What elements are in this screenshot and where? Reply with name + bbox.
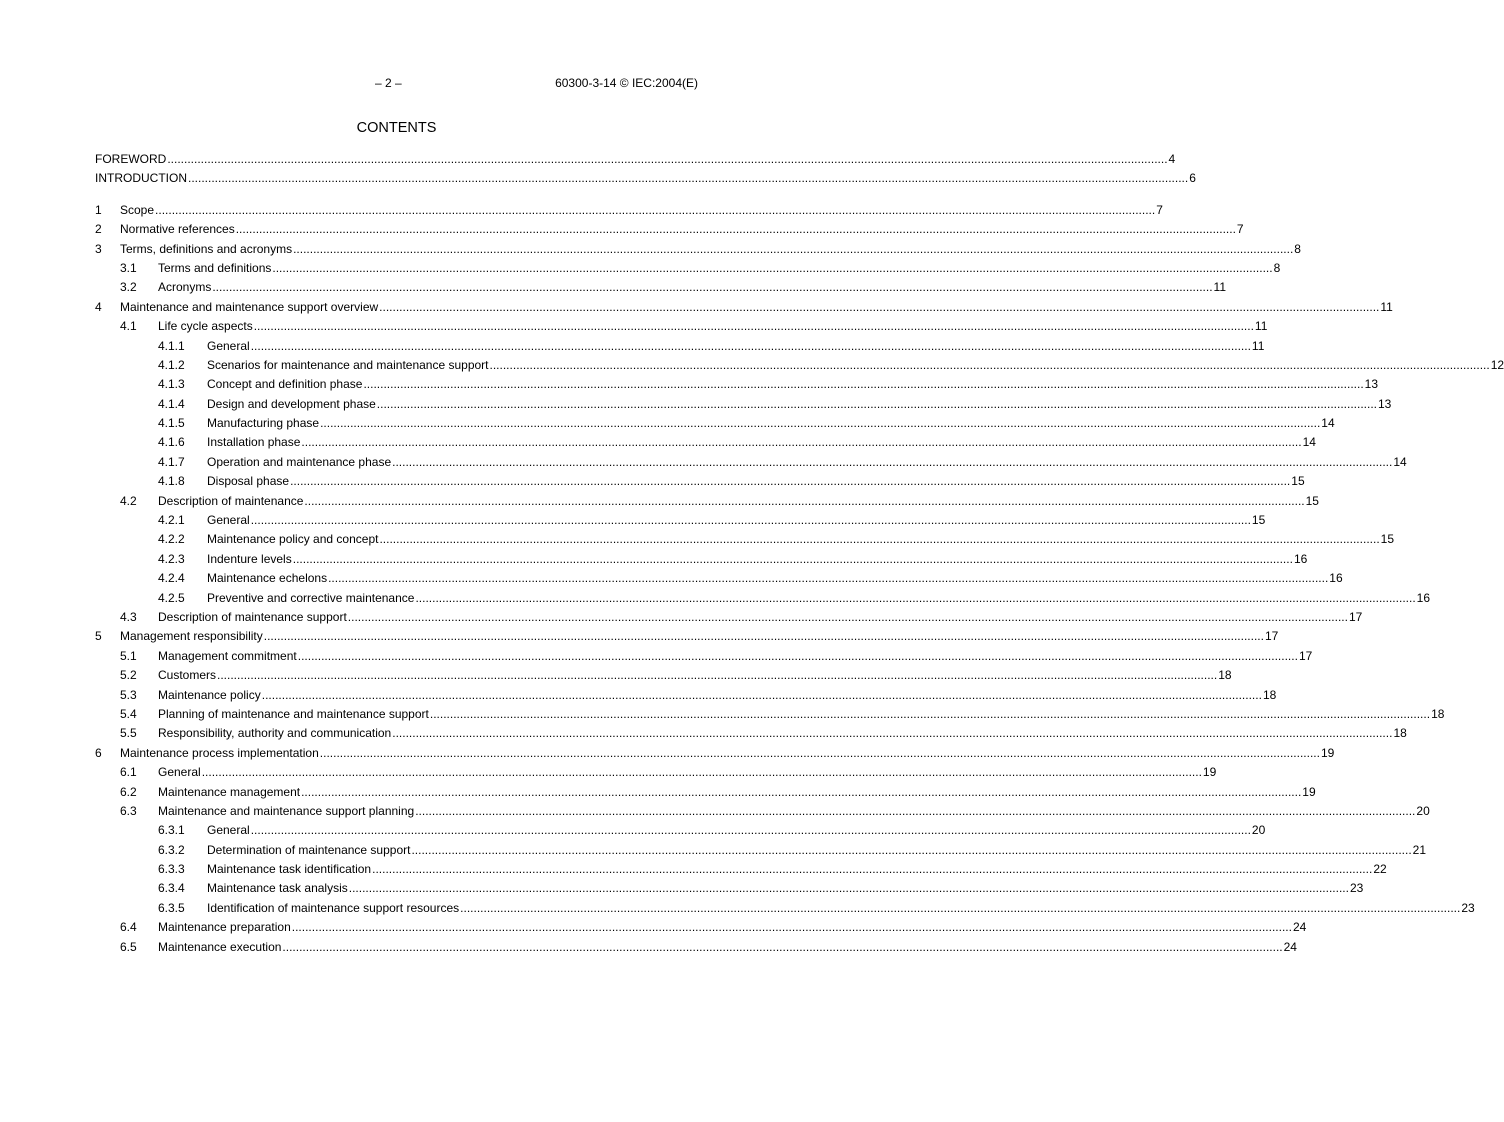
toc-entry-page: 18 (1431, 706, 1445, 721)
toc-entry-number: 5.2 (120, 668, 137, 683)
toc-entry-title: FOREWORD (95, 152, 167, 166)
toc-entry-number: 6 (95, 745, 102, 760)
toc-entry-number: 5.1 (120, 648, 137, 663)
toc-entry-page: 17 (1298, 648, 1313, 663)
toc-entry-title: Design and development phase (207, 396, 376, 411)
toc-leader-dots: ............................................................................................................................................................................................................................................................................................................ (292, 551, 1293, 566)
toc-entry-number: 6.3.1 (158, 823, 185, 838)
toc-entry-page: 7 (1156, 202, 1163, 217)
toc-entry[interactable] (95, 627, 1279, 646)
toc-leader-dots: ............................................................................................................................................................................................................................................................................................................ (320, 416, 1321, 431)
toc-leader-dots: ............................................................................................................................................................................................................................................................................................................ (328, 571, 1329, 586)
contents-title: CONTENTS (356, 120, 437, 136)
toc-entry-number: 5 (95, 629, 102, 644)
toc-entry[interactable] (95, 278, 1227, 297)
toc-leader-dots: ............................................................................................................................................................................................................................................................................................................ (429, 706, 1431, 721)
toc-entry-title: Maintenance echelons (207, 571, 328, 586)
toc-entry-title: Maintenance task analysis (207, 881, 348, 896)
toc-entry[interactable] (95, 938, 1297, 957)
toc-entry-number: 3.1 (120, 260, 137, 275)
toc-entry[interactable] (95, 220, 1244, 239)
toc-entry[interactable] (95, 666, 1232, 685)
toc-entry-title: Concept and definition phase (207, 377, 363, 392)
toc-entry-page: 23 (1349, 881, 1364, 896)
toc-entry-number: 6.3.5 (158, 900, 185, 915)
toc-entry-number: 5.4 (120, 706, 137, 721)
toc-entry-page: 11 (1213, 280, 1227, 295)
toc-entry[interactable] (95, 647, 1313, 666)
toc-entry-title: Maintenance policy and concept (207, 532, 379, 547)
toc-entry-page: 17 (1348, 609, 1363, 624)
toc-leader-dots: ............................................................................................................................................................................................................................................................................................................ (293, 241, 1294, 256)
toc-entry-number: 6.1 (120, 765, 137, 780)
toc-entry-title: Maintenance execution (158, 939, 282, 954)
toc-entry-page: 8 (1294, 241, 1301, 256)
toc-entry[interactable] (95, 356, 1504, 375)
toc-entry-number: 4.1.7 (158, 454, 185, 469)
toc-entry-title: Maintenance task identification (207, 862, 372, 877)
toc-entry-page: 16 (1329, 571, 1343, 586)
toc-leader-dots: ............................................................................................................................................................................................................................................................................................................ (363, 377, 1364, 392)
toc-leader-dots: ............................................................................................................................................................................................................................................................................................................ (217, 668, 1218, 683)
toc-entry-number: 6.3 (120, 803, 137, 818)
toc-leader-dots: ............................................................................................................................................................................................................................................................................................................ (392, 726, 1393, 741)
toc-entry[interactable] (95, 375, 1379, 394)
toc-entry-page: 15 (1291, 474, 1305, 489)
toc-entry[interactable] (95, 783, 1316, 802)
toc-entry[interactable] (95, 763, 1217, 782)
toc-leader-dots: ............................................................................................................................................................................................................................................................................................................ (290, 474, 1291, 489)
toc-entry-number: 6.3.2 (158, 842, 185, 857)
toc-leader-dots: ............................................................................................................................................................................................................................................................................................................ (489, 357, 1490, 372)
toc-leader-dots: ............................................................................................................................................................................................................................................................................................................ (261, 687, 1262, 702)
toc-entry-page: 16 (1293, 551, 1308, 566)
toc-entry-number: 6.5 (120, 939, 137, 954)
toc-entry-number: 6.3.3 (158, 862, 185, 877)
toc-entry-title: Operation and maintenance phase (207, 454, 392, 469)
toc-entry[interactable] (95, 259, 1281, 278)
toc-entry-page: 17 (1264, 629, 1279, 644)
toc-entry-number: 4.1.8 (158, 474, 185, 489)
toc-entry-title: Maintenance process implementation (120, 745, 319, 760)
toc-entry-page: 4 (1168, 152, 1176, 166)
toc-entry-number: 4 (95, 299, 102, 314)
toc-entry-title: General (158, 765, 201, 780)
toc-entry-title: Management responsibility (120, 629, 263, 644)
toc-entry[interactable] (95, 169, 1196, 188)
toc-entry-page: 11 (1254, 319, 1268, 334)
toc-entry-page: 13 (1364, 377, 1379, 392)
toc-entry-title: Maintenance policy (158, 687, 261, 702)
toc-entry-title: Scenarios for maintenance and maintenance support (207, 357, 489, 372)
toc-entry[interactable] (95, 724, 1407, 743)
toc-leader-dots: ............................................................................................................................................................................................................................................................................................................ (411, 842, 1412, 857)
toc-leader-dots: ............................................................................................................................................................................................................................................................................................................ (188, 171, 1189, 186)
toc-entry-number: 6.4 (120, 920, 137, 935)
toc-entry-page: 21 (1412, 842, 1427, 857)
toc-entry-page: 12 (1490, 357, 1504, 372)
toc-entry[interactable] (95, 150, 1176, 169)
toc-entry[interactable] (95, 918, 1307, 937)
toc-entry-page: 16 (1416, 590, 1431, 605)
toc-entry-title: Acronyms (158, 280, 212, 295)
document-reference: 60300-3-14 © IEC:2004(E) (555, 76, 698, 90)
toc-entry-title: Responsibility, authority and communication (158, 726, 392, 741)
toc-leader-dots: ............................................................................................................................................................................................................................................................................................................ (291, 920, 1292, 935)
toc-leader-dots: ............................................................................................................................................................................................................................................................................................................ (282, 939, 1283, 954)
toc-entry-number: 2 (95, 222, 102, 237)
toc-entry-page: 11 (1251, 338, 1265, 353)
toc-entry[interactable] (95, 240, 1301, 259)
toc-entry[interactable] (95, 744, 1335, 763)
toc-leader-dots: ............................................................................................................................................................................................................................................................................................................ (250, 338, 1251, 353)
toc-entry[interactable] (95, 802, 1430, 821)
toc-leader-dots: ............................................................................................................................................................................................................................................................................................................ (415, 803, 1416, 818)
toc-entry-title: General (207, 513, 250, 528)
toc-entry-title: Terms, definitions and acronyms (120, 241, 293, 256)
table-of-contents (95, 150, 1504, 957)
toc-entry[interactable] (95, 201, 1163, 220)
toc-entry-number: 5.5 (120, 726, 137, 741)
toc-entry-title: General (207, 338, 250, 353)
toc-entry-title: General (207, 823, 250, 838)
toc-entry-title: Life cycle aspects (158, 319, 253, 334)
toc-entry[interactable] (95, 589, 1431, 608)
toc-leader-dots: ............................................................................................................................................................................................................................................................................................................ (415, 590, 1416, 605)
toc-entry[interactable] (95, 511, 1266, 530)
toc-entry-page: 8 (1273, 260, 1281, 275)
toc-entry-page: 13 (1378, 396, 1392, 411)
toc-entry-number: 4.1.5 (158, 416, 185, 431)
toc-leader-dots: ............................................................................................................................................................................................................................................................................................................ (379, 532, 1380, 547)
toc-entry-page: 18 (1218, 668, 1232, 683)
toc-entry-title: Customers (158, 668, 217, 683)
toc-entry-number: 4.1.1 (158, 338, 185, 353)
toc-entry-title: Installation phase (207, 435, 301, 450)
toc-leader-dots: ............................................................................................................................................................................................................................................................................................................ (376, 396, 1377, 411)
page-number: – 2 – (375, 76, 402, 90)
toc-entry[interactable] (95, 899, 1475, 918)
toc-entry[interactable] (95, 395, 1392, 414)
toc-entry-number: 4.1 (120, 319, 137, 334)
toc-entry-title: Identification of maintenance support resources (207, 900, 460, 915)
toc-entry-title: Maintenance management (158, 784, 301, 799)
toc-leader-dots: ............................................................................................................................................................................................................................................................................................................ (212, 280, 1213, 295)
toc-entry-number: 4.1.2 (158, 357, 185, 372)
toc-entry-number: 4.3 (120, 609, 137, 624)
toc-entry-number: 6.2 (120, 784, 137, 799)
toc-entry[interactable] (95, 433, 1316, 452)
toc-entry-number: 1 (95, 202, 102, 217)
toc-entry[interactable] (95, 472, 1305, 491)
toc-entry-title: INTRODUCTION (95, 171, 187, 186)
toc-entry[interactable] (95, 860, 1387, 879)
toc-entry-number: 4.1.3 (158, 377, 185, 392)
toc-leader-dots: ............................................................................................................................................................................................................................................................................................................ (460, 900, 1461, 915)
toc-entry-number: 4.1.4 (158, 396, 185, 411)
toc-entry[interactable] (95, 879, 1364, 898)
toc-entry[interactable] (95, 414, 1335, 433)
toc-entry-number: 5.3 (120, 687, 137, 702)
toc-leader-dots: ............................................................................................................................................................................................................................................................................................................ (201, 765, 1202, 780)
toc-entry-page: 15 (1380, 532, 1395, 547)
toc-entry-page: 24 (1292, 920, 1307, 935)
toc-leader-dots: ............................................................................................................................................................................................................................................................................................................ (348, 881, 1349, 896)
toc-leader-dots: ............................................................................................................................................................................................................................................................................................................ (155, 202, 1156, 217)
toc-leader-dots: ............................................................................................................................................................................................................................................................................................................ (392, 454, 1393, 469)
toc-entry-title: Management commitment (158, 648, 297, 663)
toc-entry-title: Indenture levels (207, 551, 292, 566)
toc-entry-page: 19 (1202, 765, 1217, 780)
toc-entry[interactable] (95, 608, 1363, 627)
toc-leader-dots: ............................................................................................................................................................................................................................................................................................................ (319, 745, 1320, 760)
toc-entry-page: 7 (1236, 222, 1244, 237)
toc-entry-number: 4.2.1 (158, 513, 185, 528)
toc-entry-title: Determination of maintenance support (207, 842, 411, 857)
toc-leader-dots: ............................................................................................................................................................................................................................................................................................................ (167, 152, 1168, 166)
toc-entry-title: Manufacturing phase (207, 416, 320, 431)
toc-entry[interactable] (95, 317, 1268, 336)
toc-entry-page: 14 (1321, 416, 1335, 431)
toc-entry-page: 18 (1393, 726, 1407, 741)
toc-entry-page: 20 (1416, 803, 1430, 818)
toc-entry-page: 14 (1302, 435, 1316, 450)
toc-entry-page: 24 (1283, 939, 1297, 954)
toc-entry-number: 3.2 (120, 280, 137, 295)
toc-leader-dots: ............................................................................................................................................................................................................................................................................................................ (250, 513, 1251, 528)
toc-entry[interactable] (95, 492, 1319, 511)
toc-entry-title: Description of maintenance (158, 493, 304, 508)
toc-entry-number: 4.2.2 (158, 532, 185, 547)
toc-leader-dots: ............................................................................................................................................................................................................................................................................................................ (253, 319, 1254, 334)
toc-entry[interactable] (95, 821, 1266, 840)
toc-entry[interactable] (95, 530, 1395, 549)
toc-entry[interactable] (95, 337, 1265, 356)
toc-entry-page: 22 (1373, 862, 1387, 877)
toc-entry-number: 4.2.4 (158, 571, 185, 586)
toc-entry-title: Maintenance and maintenance support overview (120, 299, 379, 314)
toc-entry-title: Description of maintenance support (158, 609, 347, 624)
toc-entry-page: 20 (1251, 823, 1266, 838)
toc-entry-page: 15 (1251, 513, 1266, 528)
toc-leader-dots: ............................................................................................................................................................................................................................................................................................................ (347, 609, 1348, 624)
toc-entry-page: 14 (1393, 454, 1407, 469)
toc-entry-number: 4.2.5 (158, 590, 185, 605)
toc-leader-dots: ............................................................................................................................................................................................................................................................................................................ (379, 299, 1380, 314)
toc-entry[interactable] (95, 686, 1277, 705)
toc-leader-dots: ............................................................................................................................................................................................................................................................................................................ (272, 260, 1273, 275)
toc-entry-number: 4.1.6 (158, 435, 185, 450)
toc-entry-title: Normative references (120, 222, 235, 237)
toc-entry-page: 15 (1305, 493, 1319, 508)
toc-entry-title: Terms and definitions (158, 260, 272, 275)
page-header (95, 76, 698, 94)
toc-leader-dots: ............................................................................................................................................................................................................................................................................................................ (372, 862, 1373, 877)
toc-entry[interactable] (95, 705, 1445, 724)
toc-entry-page: 18 (1262, 687, 1277, 702)
toc-leader-dots: ............................................................................................................................................................................................................................................................................................................ (301, 784, 1302, 799)
toc-entry-number: 3 (95, 241, 102, 256)
toc-leader-dots: ............................................................................................................................................................................................................................................................................................................ (250, 823, 1251, 838)
toc-entry-title: Maintenance preparation (158, 920, 291, 935)
toc-entry-number: 4.2 (120, 493, 137, 508)
toc-entry-page: 23 (1461, 900, 1475, 915)
toc-leader-dots: ............................................................................................................................................................................................................................................................................................................ (304, 493, 1305, 508)
toc-leader-dots: ............................................................................................................................................................................................................................................................................................................ (235, 222, 1236, 237)
toc-entry-page: 19 (1320, 745, 1335, 760)
toc-leader-dots: ............................................................................................................................................................................................................................................................................................................ (301, 435, 1302, 450)
toc-entry[interactable] (95, 569, 1343, 588)
toc-entry-page: 11 (1380, 299, 1393, 314)
toc-entry-number: 4.2.3 (158, 551, 185, 566)
toc-leader-dots: ............................................................................................................................................................................................................................................................................................................ (263, 629, 1264, 644)
toc-leader-dots: ............................................................................................................................................................................................................................................................................................................ (297, 648, 1298, 663)
toc-entry-title: Disposal phase (207, 474, 290, 489)
toc-entry[interactable] (95, 841, 1427, 860)
toc-entry-page: 6 (1189, 171, 1196, 186)
toc-entry-title: Scope (120, 202, 155, 217)
toc-entry-title: Preventive and corrective maintenance (207, 590, 415, 605)
toc-entry[interactable] (95, 453, 1407, 472)
toc-entry-page: 19 (1302, 784, 1316, 799)
toc-entry-number: 6.3.4 (158, 881, 185, 896)
toc-entry-title: Maintenance and maintenance support planning (158, 803, 415, 818)
toc-entry-title: Planning of maintenance and maintenance support (158, 706, 429, 721)
toc-entry[interactable] (95, 298, 1393, 317)
toc-entry[interactable] (95, 550, 1308, 569)
